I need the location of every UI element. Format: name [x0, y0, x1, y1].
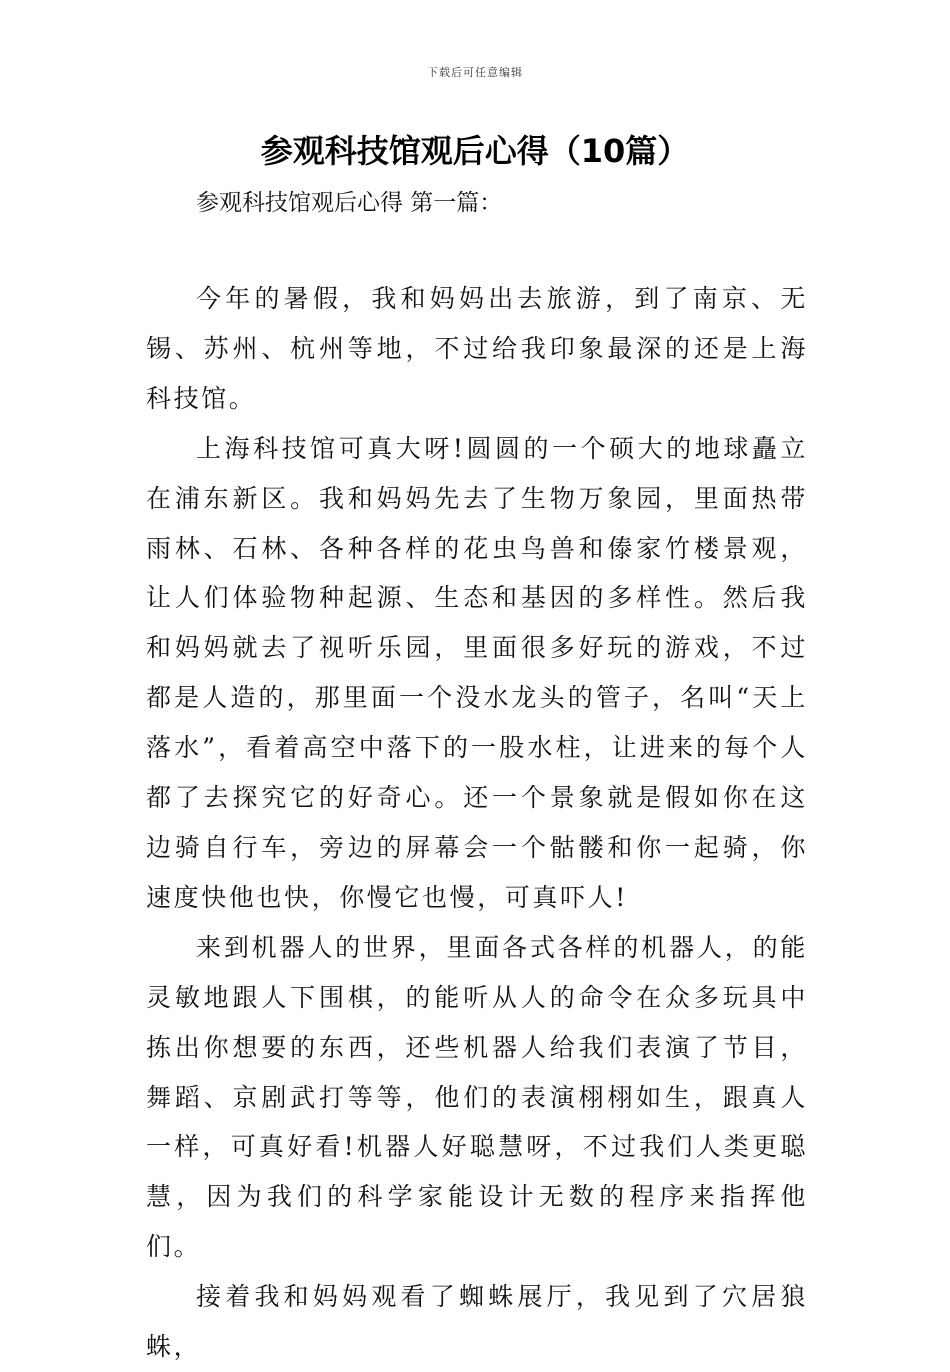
paragraph: 上海科技馆可真大呀!圆圆的一个硕大的地球矗立在浦东新区。我和妈妈先去了生物万象园，里面热带雨林、石林、各种各样的花虫鸟兽和傣家竹楼景观，让人们体验物种起源、生态和基因的多样性。然后我和妈妈就去了视听乐园，里面很多好玩的游戏，不过都是人造的，那里面一个没水龙头的管子，名叫“天上落水”，看着高空中落下的一股水柱，让进来的每个人都了去探究它的好奇心。还一个景象就是假如你在这边骑自行车，旁边的屏幕会一个骷髅和你一起骑，你速度快他也快，你慢它也慢，可真吓人!: [146, 433, 808, 912]
paragraph: 今年的暑假，我和妈妈出去旅游，到了南京、无锡、苏州、杭州等地，不过给我印象最深的还是上海科技馆。: [146, 284, 808, 413]
section-subtitle: 参观科技馆观后心得 第一篇：: [196, 190, 503, 216]
body-text: [146, 274, 808, 1372]
document-title: 参观科技馆观后心得（10篇）: [260, 132, 690, 170]
paragraph: 来到机器人的世界，里面各式各样的机器人，的能灵敏地跟人下围棋，的能听从人的命令在众多玩具中拣出你想要的东西，还些机器人给我们表演了节目，舞蹈、京剧武打等等，他们的表演栩栩如生，跟真人一样，可真好看!机器人好聪慧呀，不过我们人类更聪慧，因为我们的科学家能设计无数的程序来指挥他们。: [146, 932, 808, 1262]
header-note: 下载后可任意编辑: [427, 66, 523, 79]
paragraph: 接着我和妈妈观看了蜘蛛展厅，我见到了穴居狼蛛，: [146, 1282, 808, 1362]
